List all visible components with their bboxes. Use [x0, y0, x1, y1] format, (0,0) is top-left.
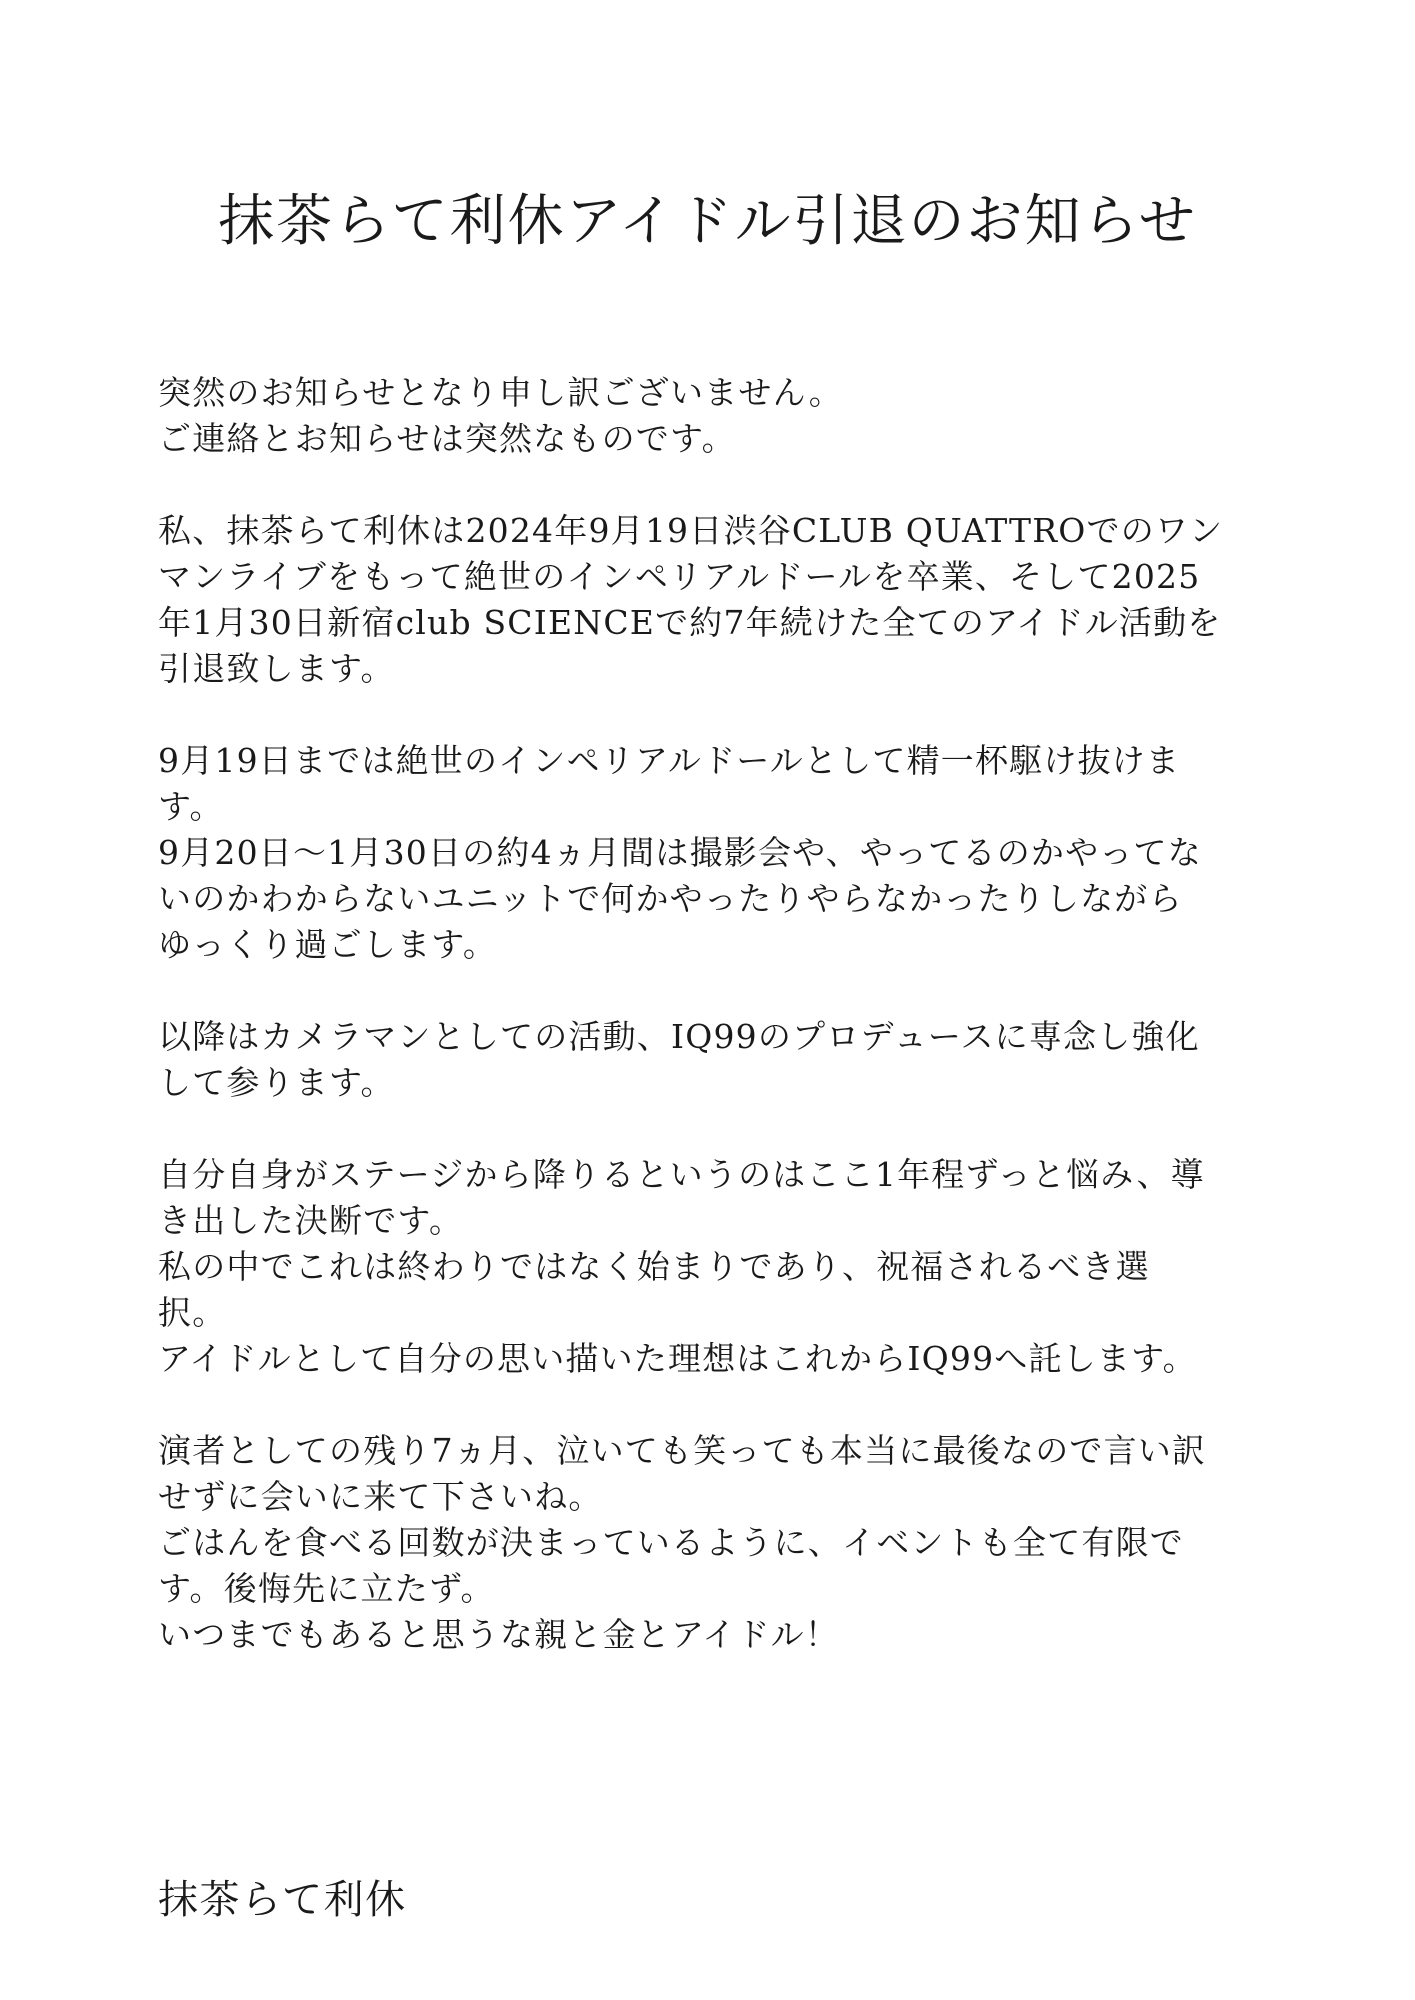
body-line: マンライブをもって絶世のインペリアルドールを卒業、そして2025 — [158, 557, 1201, 596]
body-line: き出した決断です。 — [158, 1201, 464, 1240]
notice-body — [158, 370, 1268, 1704]
paragraph-future-activities — [158, 1014, 1268, 1106]
body-line: 私の中でこれは終わりではなく始まりであり、祝福されるべき選 — [158, 1247, 1150, 1286]
notice-title: 抹茶らて利休アイドル引退のお知らせ — [218, 189, 1197, 254]
body-line: いのかわからないユニットで何かやったりやらなかったりしながら — [158, 879, 1183, 918]
body-line: 以降はカメラマンとしての活動、IQ99のプロデュースに専念し強化 — [158, 1017, 1200, 1056]
body-line: いつまでもあると思うな親と金とアイドル！ — [158, 1615, 840, 1654]
body-line: 演者としての残り7ヵ月、泣いても笑っても本当に最後なので言い訳 — [158, 1431, 1207, 1470]
body-line: す。 — [158, 787, 224, 826]
body-line: ご連絡とお知らせは突然なものです。 — [158, 419, 736, 458]
body-line: ゆっくり過ごします。 — [158, 925, 498, 964]
paragraph-schedule — [158, 738, 1268, 968]
body-line: 私、抹茶らて利休は2024年9月19日渋谷CLUB QUATTROでのワン — [158, 511, 1224, 550]
paragraph-apology — [158, 370, 1268, 462]
body-line: 択。 — [158, 1293, 227, 1332]
body-line: せずに会いに来て下さいね。 — [158, 1477, 603, 1516]
body-line: 自分自身がステージから降りるというのはここ1年程ずっと悩み、導 — [158, 1155, 1205, 1194]
paragraph-retirement — [158, 508, 1268, 692]
body-line: ごはんを食べる回数が決まっているように、イベントも全て有限で — [158, 1523, 1184, 1562]
body-line: す。後悔先に立たず。 — [158, 1569, 495, 1608]
body-line: 突然のお知らせとなり申し訳ございません。 — [158, 373, 843, 412]
body-line: して参ります。 — [158, 1063, 395, 1102]
paragraph-closing — [158, 1428, 1268, 1658]
body-line: 年1月30日新宿club SCIENCEで約7年続けた全てのアイドル活動を — [158, 603, 1222, 642]
body-line: アイドルとして自分の思い描いた理想はこれからIQ99へ託します。 — [158, 1339, 1197, 1378]
body-line: 9月19日までは絶世のインペリアルドールとして精一杯駆け抜けま — [158, 741, 1181, 780]
signature: 抹茶らて利休 — [158, 1877, 407, 1923]
paragraph-decision — [158, 1152, 1268, 1382]
body-line: 引退致します。 — [158, 649, 395, 688]
body-line: 9月20日〜1月30日の約4ヵ月間は撮影会や、やってるのかやってな — [158, 833, 1202, 872]
